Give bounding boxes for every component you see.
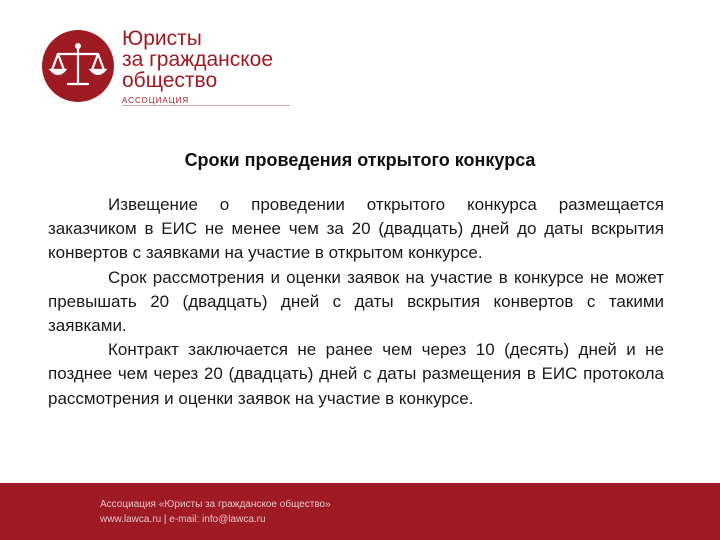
footer-text [100,497,331,527]
paragraph-2: Срок рассмотрения и оценки заявок на участие в конкурсе не может превышать 20 (двадцать) дней с даты вскрытия конвертов с такими заявками. [48,267,664,336]
footer-organization: Ассоциация «Юристы за гражданское общество» [100,499,331,510]
paragraph-3: Контракт заключается не ранее чем через 10 (десять) дней и не позднее чем через 20 (двадцать) дней с даты размещения в ЕИС протокола рассмотрения и оценки заявок на участие в конкурсе. [48,340,664,408]
logo-line-3: общество [122,69,218,92]
footer-contacts: www.lawca.ru | e-mail: info@lawca.ru [100,514,266,525]
footer-bar [0,483,720,540]
paragraph-1: Извещение о проведении открытого конкурса размещается заказчиком в ЕИС не менее чем за 20 (двадцать) дней до даты вскрытия конвертов с заявками на участие в открытом конкурсе. [48,195,664,263]
logo [40,28,300,114]
page-title: Сроки проведения открытого конкурса [184,150,536,170]
logo-subtitle: АССОЦИАЦИЯ [122,96,190,105]
scales-of-justice-icon [42,30,114,102]
logo-name [122,28,273,91]
logo-line-2: за гражданское [122,48,274,71]
logo-divider [122,105,290,106]
logo-line-1: Юристы [122,27,202,50]
body-text [48,193,664,411]
